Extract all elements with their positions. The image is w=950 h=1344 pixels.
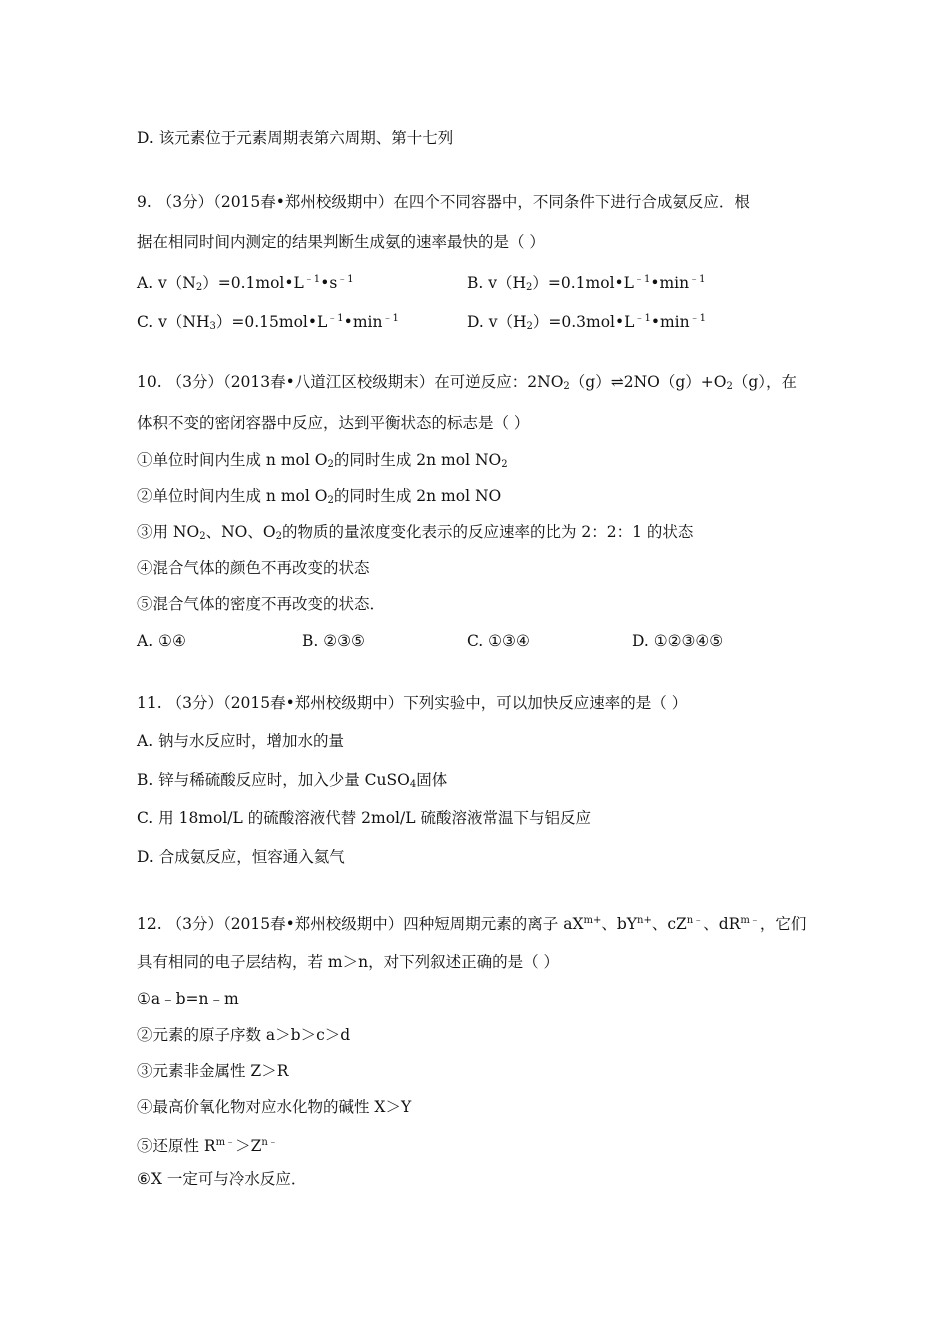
q10-statement-3 — [137, 522, 693, 547]
q9-b-pre: B. v（H — [467, 274, 527, 292]
q10-stem-text-2: 体积不变的密闭容器中反应，达到平衡状态的标志是（ ） — [137, 414, 530, 432]
q12-stem-d: 、dR — [703, 915, 741, 933]
q9-option-a — [137, 270, 354, 298]
q11-b-a: B. 锌与稀硫酸反应时，加入少量 CuSO — [137, 771, 410, 789]
q12-stem-line1 — [137, 911, 806, 934]
q9-a-sub: 2 — [195, 282, 203, 293]
q11-option-c — [137, 808, 591, 828]
q9-stem-line1 — [137, 192, 750, 212]
q9-c-mid2: •min — [343, 313, 383, 331]
q10-option-d — [632, 631, 723, 651]
q9-b-mid: ）=0.1mol•L — [532, 274, 634, 292]
q10-stem-b: （g）⇌2NO（g）+O — [569, 373, 727, 391]
q10-s3-b: 、NO、O — [205, 523, 276, 541]
q10-s5: ⑤混合气体的密度不再改变的状态． — [137, 595, 386, 613]
q12-sup-z: n﹣ — [686, 915, 704, 926]
q12-sup-x: m+ — [583, 915, 602, 926]
q10-a-text: A. ①④ — [137, 632, 186, 650]
q9-d-sub: 2 — [526, 321, 533, 332]
q11-c-text: C. 用 18mol/L 的硫酸溶液代替 2mol/L 硫酸溶液常温下与铝反应 — [137, 809, 591, 827]
q9-a-mid2: •s — [320, 274, 338, 292]
q11-stem — [137, 693, 687, 713]
q9-b-mid2: •min — [650, 274, 690, 292]
q12-statement-4 — [137, 1097, 411, 1117]
q12-statement-5 — [137, 1133, 278, 1156]
q12-s5-b: ＞Z — [235, 1137, 262, 1155]
q9-a-sup1: ﹣1 — [303, 274, 321, 285]
q8-option-d-text: D. 该元素位于元素周期表第六周期、第十七列 — [137, 129, 454, 147]
q11-option-b — [137, 770, 447, 795]
q12-statement-6 — [137, 1169, 306, 1189]
q10-statement-5 — [137, 594, 385, 614]
q10-option-b — [302, 631, 365, 651]
q12-sup-y: n+ — [637, 915, 652, 926]
q10-s3-a: ③用 NO — [137, 523, 200, 541]
q9-option-d — [467, 309, 706, 337]
q8-option-d — [137, 128, 453, 148]
q10-s3-c: 的物质的量浓度变化表示的反应速率的比为 2：2：1 的状态 — [281, 523, 694, 541]
q12-statement-3 — [137, 1061, 288, 1081]
q12-s3: ③元素非金属性 Z＞R — [137, 1062, 289, 1080]
q10-option-c — [467, 631, 530, 651]
q9-option-c — [137, 309, 399, 337]
q12-stem-e: ，它们 — [759, 915, 807, 933]
q9-c-sup2: ﹣1 — [382, 313, 399, 324]
q9-c-sup1: ﹣1 — [327, 313, 344, 324]
q10-option-a — [137, 631, 186, 651]
q11-option-d — [137, 847, 345, 867]
q10-s3-sub1: 2 — [199, 531, 206, 542]
q10-stem-sub1: 2 — [563, 381, 570, 392]
q10-s1-sub2: 2 — [501, 459, 508, 470]
q9-d-sup2: ﹣1 — [689, 313, 706, 324]
q10-statement-4 — [137, 558, 370, 578]
q10-b-text: B. ②③⑤ — [302, 632, 365, 650]
q9-b-sup1: ﹣1 — [633, 274, 651, 285]
q10-s2-sub: 2 — [327, 495, 334, 506]
q12-stem-b: 、bY — [601, 915, 638, 933]
q9-d-mid2: •min — [650, 313, 690, 331]
q11-option-a — [137, 731, 344, 751]
q10-s3-sub2: 2 — [275, 531, 282, 542]
q12-stem-a: 12. （3分）（2015春•郑州校级期中）四种短周期元素的离子 aX — [137, 915, 584, 933]
q9-d-sup1: ﹣1 — [634, 313, 651, 324]
q9-stem-text-2: 据在相同时间内测定的结果判断生成氨的速率最快的是（ ） — [137, 233, 545, 251]
q12-s1: ①a﹣b=n﹣m — [137, 990, 239, 1008]
q11-b-b: 固体 — [416, 771, 448, 789]
q12-s4: ④最高价氧化物对应水化物的碱性 X＞Y — [137, 1098, 412, 1116]
q10-stem-line1 — [137, 372, 797, 397]
q9-stem-line2 — [137, 232, 545, 252]
q10-stem-c: （g），在 — [732, 373, 798, 391]
q9-a-sup2: ﹣1 — [337, 274, 354, 285]
q10-s1-b: 的同时生成 2n mol NO — [333, 451, 502, 469]
q12-s6: ⑥X 一定可与冷水反应． — [137, 1170, 307, 1188]
q11-a-text: A. 钠与水反应时，增加水的量 — [137, 732, 345, 750]
q12-stem-line2 — [137, 952, 559, 972]
q10-c-text: C. ①③④ — [467, 632, 530, 650]
q12-s5-a: ⑤还原性 R — [137, 1137, 216, 1155]
q9-c-pre: C. v（NH — [137, 313, 210, 331]
q9-a-mid: ）=0.1mol•L — [202, 274, 304, 292]
q10-s1-sub: 2 — [327, 459, 334, 470]
q9-stem-text: 9. （3分）（2015春•郑州校级期中）在四个不同容器中，不同条件下进行合成氨反应．根 — [137, 193, 750, 211]
q9-b-sup2: ﹣1 — [689, 274, 706, 285]
q9-option-b — [467, 270, 706, 298]
q11-stem-text: 11. （3分）（2015春•郑州校级期中）下列实验中，可以加快反应速率的是（ ） — [137, 694, 688, 712]
q10-s1-a: ①单位时间内生成 n mol O — [137, 451, 328, 469]
q12-statement-2 — [137, 1025, 350, 1045]
q12-s5-sup2: n﹣ — [261, 1137, 278, 1148]
q9-c-sub: 3 — [209, 321, 216, 332]
q10-stem-a: 10. （3分）（2013春•八道江区校级期末）在可逆反应：2NO — [137, 373, 564, 391]
q9-c-mid: ）=0.15mol•L — [215, 313, 328, 331]
q9-b-sub: 2 — [526, 282, 533, 293]
q12-s2: ②元素的原子序数 a＞b＞c＞d — [137, 1026, 351, 1044]
q12-s5-sup1: m﹣ — [215, 1137, 236, 1148]
q9-a-pre: A. v（N — [137, 274, 196, 292]
q9-d-pre: D. v（H — [467, 313, 527, 331]
q11-d-text: D. 合成氨反应，恒容通入氦气 — [137, 848, 345, 866]
q10-stem-sub2: 2 — [726, 381, 733, 392]
q10-s4: ④混合气体的颜色不再改变的状态 — [137, 559, 370, 577]
q12-sup-r: m﹣ — [740, 915, 760, 926]
q10-stem-line2 — [137, 413, 529, 433]
q10-statement-1 — [137, 450, 508, 475]
q10-d-text: D. ①②③④⑤ — [632, 632, 724, 650]
q12-stem-c: 、cZ — [651, 915, 687, 933]
q10-statement-2 — [137, 486, 501, 511]
q11-b-sub: 4 — [409, 779, 417, 790]
q12-stem-text-2: 具有相同的电子层结构，若 m＞n，对下列叙述正确的是（ ） — [137, 953, 560, 971]
q10-s2-a: ②单位时间内生成 n mol O — [137, 487, 328, 505]
q9-d-mid: ）=0.3mol•L — [532, 313, 635, 331]
q10-s2-b: 的同时生成 2n mol NO — [333, 487, 502, 505]
q12-statement-1 — [137, 989, 239, 1009]
